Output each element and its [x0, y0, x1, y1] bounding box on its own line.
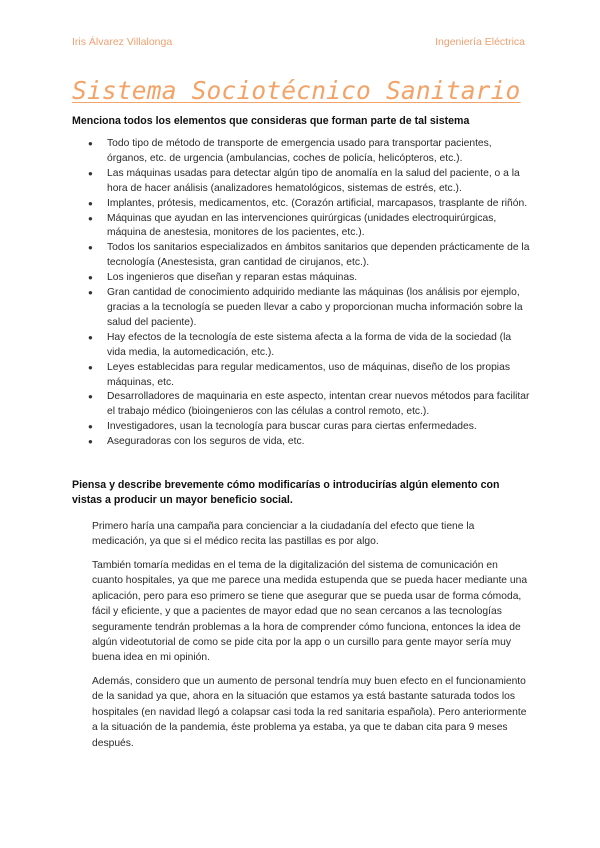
list-item: ● Las máquinas usadas para detectar algún tipo de anomalía en la salud del paciente, o a la hora de hacer análisis (analizadores hematológicos, sistemas de estrés, etc.). — [72, 167, 530, 197]
list-item: ● Los ingenieros que diseñan y reparan estas máquinas. — [72, 271, 530, 286]
list-item: ● Hay efectos de la tecnología de este sistema afecta a la forma de vida de la sociedad (la vida media, la automedicación, etc.). — [72, 331, 530, 361]
list-item: ● Aseguradoras con los seguros de vida, etc. — [72, 435, 530, 450]
list-item: ● Máquinas que ayudan en las intervenciones quirúrgicas (unidades electroquirúrgicas, máquina de anestesia, monitores de los pacientes, etc.). — [72, 212, 530, 242]
list-item: ● Todo tipo de método de transporte de emergencia usado para transportar pacientes, órganos, etc. de urgencia (ambulancias, coches de policía, helicópteros, etc.). — [72, 137, 530, 167]
list-item: ● Todos los sanitarios especializados en ámbitos sanitarios que dependen prácticamente de la tecnología (Anestesista, gran cantidad de cirujanos, etc.). — [72, 241, 530, 271]
list-item: ● Desarrolladores de maquinaria en este aspecto, intentan crear nuevos métodos para facilitar el trabajo médico (bioingenieros con las células a control remoto, etc.). — [72, 390, 530, 420]
header-course: Ingeniería Eléctrica — [435, 36, 525, 48]
elements-list — [72, 137, 530, 450]
question-2: Piensa y describe brevemente cómo modificarías o introducirías algún elemento con vistas a producir un mayor beneficio social. — [72, 479, 500, 506]
page-header — [72, 36, 525, 48]
list-item: ● Leyes establecidas para regular medicamentos, uso de máquinas, diseño de los propias máquinas, etc. — [72, 361, 530, 391]
header-author: Iris Álvarez Villalonga — [72, 36, 173, 48]
page-title: Sistema Sociotécnico Sanitario — [72, 76, 521, 105]
answer-paragraph-2: También tomaría medidas en el tema de la digitalización del sistema de comunicación en cuanto hospitales, ya que me parece una medida estupenda que se pueda hacer mediante una aplicación, pero para eso primero se tiene que asegurar que se pueda usar de forma cómoda, fácil y eficiente, y que a pacientes de mayor edad que no sean cercanos a las tecnologías seguramente tendrán problemas a la hora de comprender cómo funciona, entonces la idea de algún videotutorial de como se pide cita por la app o un cursillo para gente mayor sería muy buena idea en mi opinión. — [92, 560, 528, 664]
answer-paragraph-3: Además, considero que un aumento de personal tendría muy buen efecto en el funcionamiento de la sanidad ya que, ahora en la situación que estamos ya está bastante saturada todos los hospitales (en navidad llegó a colapsar casi toda la red sanitaria española). Pero anteriormente a la situación de la pandemia, éste problema ya estaba, ya que te daban cita para 9 meses después. — [92, 676, 527, 749]
answer-paragraph-1: Primero haría una campaña para concienciar a la ciudadanía del efecto que tiene la medicación, ya que si el médico recita las pastillas es por algo. — [92, 521, 475, 548]
list-item: ● Investigadores, usan la tecnología para buscar curas para ciertas enfermedades. — [72, 420, 530, 435]
list-item: ● Gran cantidad de conocimiento adquirido mediante las máquinas (los análisis por ejemplo, gracias a la tecnología se pueden llevar a cabo y proporcionan mucha información sobre la salud del paciente). — [72, 286, 530, 331]
question-1: Menciona todos los elementos que consideras que forman parte de tal sistema — [72, 115, 470, 127]
list-item: ● Implantes, prótesis, medicamentos, etc. (Corazón artificial, marcapasos, trasplante de riñón. — [72, 197, 530, 212]
